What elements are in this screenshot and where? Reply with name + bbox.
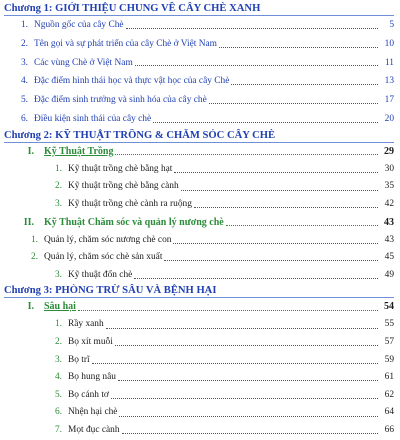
dot-leader xyxy=(194,207,378,208)
entry-page: 30 xyxy=(384,163,394,174)
section-text: Kỹ Thuật Trồng xyxy=(44,145,114,157)
dot-leader xyxy=(118,380,378,381)
dot-leader xyxy=(181,190,378,191)
toc-entry[interactable] xyxy=(0,91,394,110)
entry-text: Bọ hung nâu xyxy=(68,372,116,383)
entry-number: 3. xyxy=(54,198,62,209)
chapter-1-block xyxy=(0,2,400,129)
entry-text: Kỹ thuật trồng chè cành ra ruộng xyxy=(68,198,192,209)
dot-leader xyxy=(135,65,378,66)
entry-page: 11 xyxy=(384,57,394,68)
dot-leader xyxy=(92,363,378,364)
entry-number: 6. xyxy=(20,113,28,124)
entry-page: 57 xyxy=(384,336,394,347)
toc-entry[interactable] xyxy=(0,369,394,387)
entry-text: Nguồn gốc của cây Chè xyxy=(34,20,124,30)
entry-page: 20 xyxy=(384,113,394,124)
section-text: Kỹ Thuật Chăm sóc và quản lý nương chè xyxy=(44,216,224,228)
toc-entry[interactable] xyxy=(0,316,394,334)
dot-leader xyxy=(111,398,378,399)
entry-page: 13 xyxy=(384,76,394,87)
dot-leader xyxy=(209,103,378,104)
section-number: I. xyxy=(27,301,34,313)
dot-leader xyxy=(122,433,378,434)
toc-entry[interactable] xyxy=(0,267,394,285)
entry-page: 5 xyxy=(389,20,394,30)
section-page: 43 xyxy=(384,216,394,228)
dot-leader xyxy=(219,47,378,48)
dot-leader xyxy=(78,310,378,311)
toc-entry[interactable] xyxy=(0,72,394,91)
entry-number: 6. xyxy=(54,407,62,418)
toc-entry[interactable] xyxy=(0,16,394,35)
entry-text: Quản lý, chăm sóc chè sản xuất xyxy=(44,252,163,263)
entry-number: 4. xyxy=(54,372,62,383)
dot-leader xyxy=(115,154,378,155)
entry-page: 35 xyxy=(384,181,394,192)
entry-page: 49 xyxy=(384,269,394,280)
chapter-3-title: Chương 3: PHÒNG TRỪ SÂU VÀ BỆNH HẠI xyxy=(4,284,394,298)
chapter-2-title: Chương 2: KỸ THUẬT TRỒNG & CHĂM SÓC CÂY CHÈ xyxy=(4,129,394,143)
entry-number: 2. xyxy=(54,336,62,347)
entry-number: 1. xyxy=(54,319,62,330)
entry-number: 2. xyxy=(54,181,62,192)
toc-entry[interactable] xyxy=(0,232,394,250)
toc-entry[interactable] xyxy=(0,54,394,73)
dot-leader xyxy=(126,28,378,29)
entry-number: 1. xyxy=(30,234,38,245)
entry-number: 3. xyxy=(20,57,28,68)
entry-page: 55 xyxy=(384,319,394,330)
toc-entry[interactable] xyxy=(0,35,394,54)
chapter-2-block xyxy=(0,129,400,285)
section-heading[interactable] xyxy=(0,298,394,316)
dot-leader xyxy=(153,122,378,123)
dot-leader xyxy=(134,278,378,279)
entry-page: 17 xyxy=(384,95,394,106)
entry-text: Bọ xít muỗi xyxy=(68,336,113,347)
toc-entry[interactable] xyxy=(0,249,394,267)
entry-number: 3. xyxy=(54,354,62,365)
entry-page: 61 xyxy=(384,372,394,383)
entry-text: Nhện hại chè xyxy=(68,407,118,418)
dot-leader xyxy=(226,225,378,226)
dot-leader xyxy=(106,328,378,329)
entry-number: 1. xyxy=(54,163,62,174)
entry-number: 7. xyxy=(54,424,62,435)
section-heading[interactable] xyxy=(0,143,394,161)
section-page: 29 xyxy=(384,145,394,157)
entry-page: 10 xyxy=(384,38,394,49)
toc-entry[interactable] xyxy=(0,352,394,370)
section-text: Sâu hại xyxy=(44,301,76,313)
entry-number: 4. xyxy=(20,76,28,87)
entry-number: 5. xyxy=(20,95,28,106)
dot-leader xyxy=(115,345,378,346)
entry-text: Điều kiện sinh thái của cây chè xyxy=(34,113,152,124)
entry-page: 59 xyxy=(384,354,394,365)
entry-number: 3. xyxy=(54,269,62,280)
entry-number: 2. xyxy=(30,252,38,263)
section-page: 54 xyxy=(384,301,394,313)
dot-leader xyxy=(173,243,378,244)
section-number: I. xyxy=(27,145,34,157)
entry-text: Kỹ thuật trồng chè bằng hạt xyxy=(68,163,173,174)
entry-page: 42 xyxy=(384,198,394,209)
section-heading[interactable] xyxy=(0,214,394,232)
toc-entry[interactable] xyxy=(0,110,394,129)
entry-text: Kỹ thuật trồng chè bằng cành xyxy=(68,181,179,192)
toc-entry[interactable] xyxy=(0,404,394,422)
entry-text: Tên gọi và sự phát triển của cây Chè ở Việt Nam xyxy=(34,38,217,49)
entry-text: Bọ cánh tơ xyxy=(68,389,109,400)
entry-text: Kỹ thuật đốn chè xyxy=(68,269,133,280)
entry-page: 62 xyxy=(384,389,394,400)
entry-number: 2. xyxy=(20,38,28,49)
toc-entry[interactable] xyxy=(0,161,394,179)
entry-text: Rầy xanh xyxy=(68,319,104,330)
toc-entry[interactable] xyxy=(0,422,394,440)
entry-text: Đặc điểm hình thái học và thực vật học của cây Chè xyxy=(34,76,230,87)
chapter-3-block xyxy=(0,284,400,439)
toc-entry[interactable] xyxy=(0,178,394,196)
entry-text: Quản lý, chăm sóc nương chè con xyxy=(44,234,172,245)
dot-leader xyxy=(231,84,378,85)
toc-entry[interactable] xyxy=(0,196,394,214)
entry-text: Các vùng Chè ở Việt Nam xyxy=(34,57,133,68)
entry-number: 1. xyxy=(20,20,28,30)
dot-leader xyxy=(119,416,378,417)
entry-page: 66 xyxy=(384,424,394,435)
entry-number: 5. xyxy=(54,389,62,400)
entry-text: Mọt đục cành xyxy=(68,424,120,435)
entry-page: 64 xyxy=(384,407,394,418)
toc-entry[interactable] xyxy=(0,334,394,352)
dot-leader xyxy=(164,260,378,261)
dot-leader xyxy=(174,172,378,173)
toc-entry[interactable] xyxy=(0,387,394,405)
chapter-1-title: Chương 1: GIỚI THIỆU CHUNG VỀ CÂY CHÈ XANH xyxy=(4,2,394,16)
section-number: II. xyxy=(23,216,34,228)
entry-page: 45 xyxy=(384,252,394,263)
entry-page: 43 xyxy=(384,234,394,245)
entry-text: Bọ trĩ xyxy=(68,354,90,365)
entry-text: Đặc điểm sinh trưởng và sinh hóa của cây chè xyxy=(34,95,207,106)
